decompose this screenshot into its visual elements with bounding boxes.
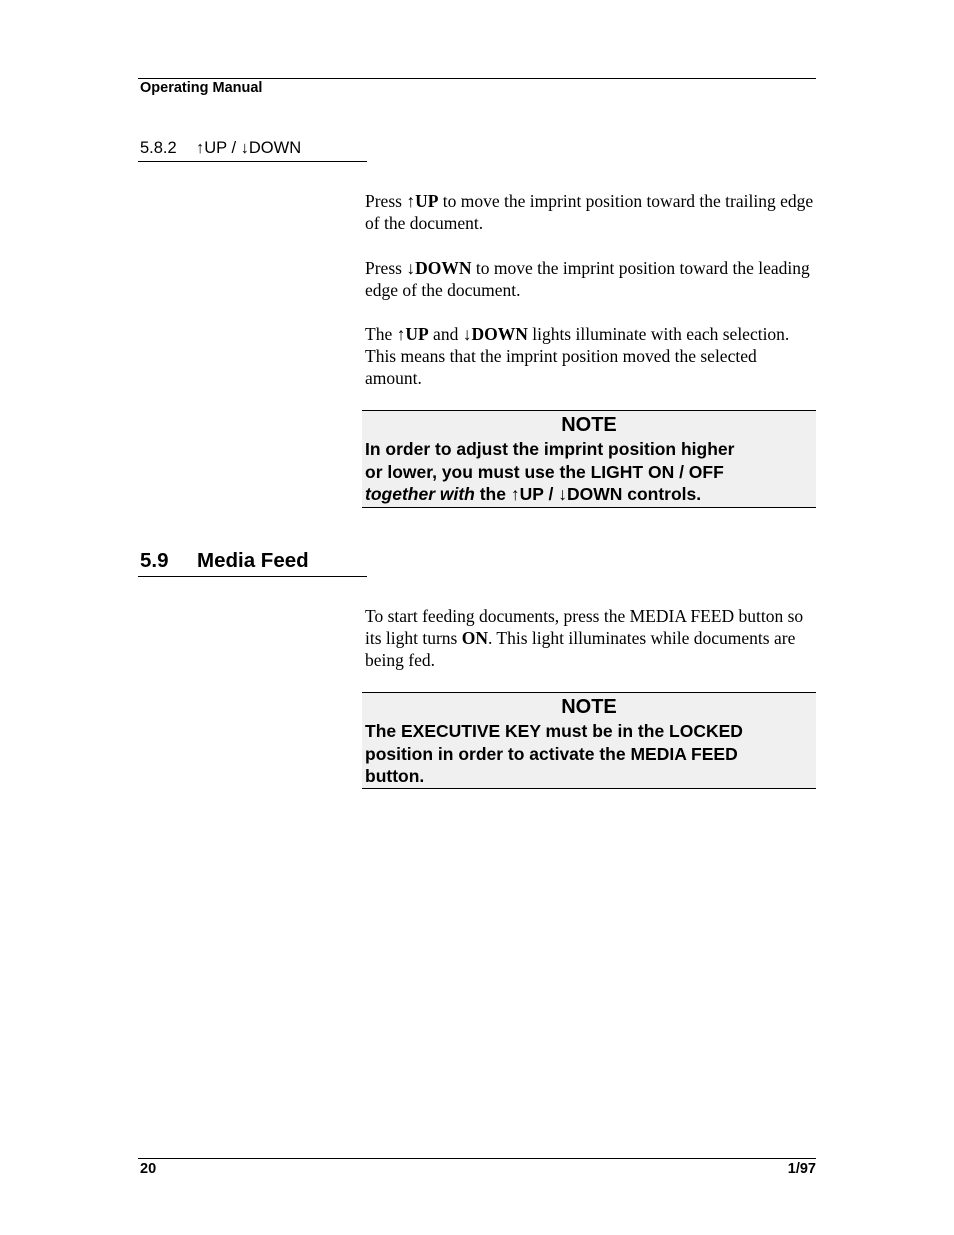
- paragraph-text: to move the imprint position toward the trailing edge of the document.: [365, 191, 814, 233]
- note-fragment: UP /: [519, 484, 559, 504]
- paragraph-media-feed: [365, 605, 815, 671]
- up-label: UP: [204, 139, 227, 157]
- subsection-heading-582: [140, 139, 301, 158]
- down-label: DOWN: [248, 139, 302, 157]
- down-keyword: DOWN: [471, 324, 528, 344]
- note-emphasis: together with: [365, 484, 475, 504]
- up-arrow-icon: ↑: [406, 191, 416, 211]
- section-heading-rule: [138, 576, 367, 577]
- note-line: [365, 483, 813, 506]
- subsection-number: 5.8.2: [140, 139, 177, 157]
- header-rule: [138, 78, 816, 79]
- paragraph-text: lights illuminate with each selection. This means that the imprint position moved the selected amount.: [365, 324, 790, 388]
- up-keyword: UP: [415, 191, 439, 211]
- footer-rule: [138, 1158, 816, 1159]
- paragraph-text: Press: [365, 258, 407, 278]
- paragraph-text: To start feeding documents, press the MEDIA FEED button so its light turns: [365, 606, 804, 648]
- down-keyword: DOWN: [415, 258, 472, 278]
- on-keyword: ON: [461, 628, 488, 648]
- section-heading-59: [140, 549, 309, 573]
- note-fragment: DOWN controls.: [566, 484, 702, 504]
- page-number: 20: [140, 1161, 157, 1177]
- note-fragment: the: [474, 484, 511, 504]
- paragraph-text: . This light illuminates while documents are being fed.: [365, 628, 796, 670]
- note-text: [365, 438, 813, 506]
- heading-separator: /: [226, 139, 241, 157]
- down-arrow-icon: ↓: [558, 484, 567, 504]
- header-title: Operating Manual: [140, 80, 263, 96]
- paragraph-text: and: [428, 324, 463, 344]
- down-arrow-icon: ↓: [406, 258, 416, 278]
- paragraph-text: The: [365, 324, 397, 344]
- note-line: In order to adjust the imprint position higher: [365, 439, 735, 459]
- down-arrow-icon: ↓: [240, 139, 249, 157]
- note-title: NOTE: [561, 696, 617, 718]
- down-arrow-icon: ↓: [462, 324, 472, 344]
- revision-date: 1/97: [787, 1161, 816, 1177]
- subsection-heading-rule: [138, 161, 367, 162]
- note-box-executive-key: [362, 692, 816, 789]
- up-arrow-icon: ↑: [196, 139, 205, 157]
- paragraph-text: to move the imprint position toward the leading edge of the document.: [365, 258, 810, 300]
- paragraph-lights: [365, 323, 815, 389]
- note-title: NOTE: [561, 414, 617, 436]
- section-title: Media Feed: [197, 549, 309, 572]
- paragraph-up: [365, 190, 815, 234]
- note-text: The EXECUTIVE KEY must be in the LOCKED position in order to activate the MEDIA FEED button.: [365, 721, 743, 786]
- note-line: or lower, you must use the LIGHT ON / OFF: [365, 461, 724, 482]
- note-box-imprint: [362, 410, 816, 508]
- up-arrow-icon: ↑: [396, 324, 406, 344]
- section-number: 5.9: [140, 549, 169, 572]
- up-keyword: UP: [405, 324, 429, 344]
- up-arrow-icon: ↑: [510, 484, 520, 504]
- paragraph-text: Press: [365, 191, 407, 211]
- paragraph-down: [365, 257, 815, 301]
